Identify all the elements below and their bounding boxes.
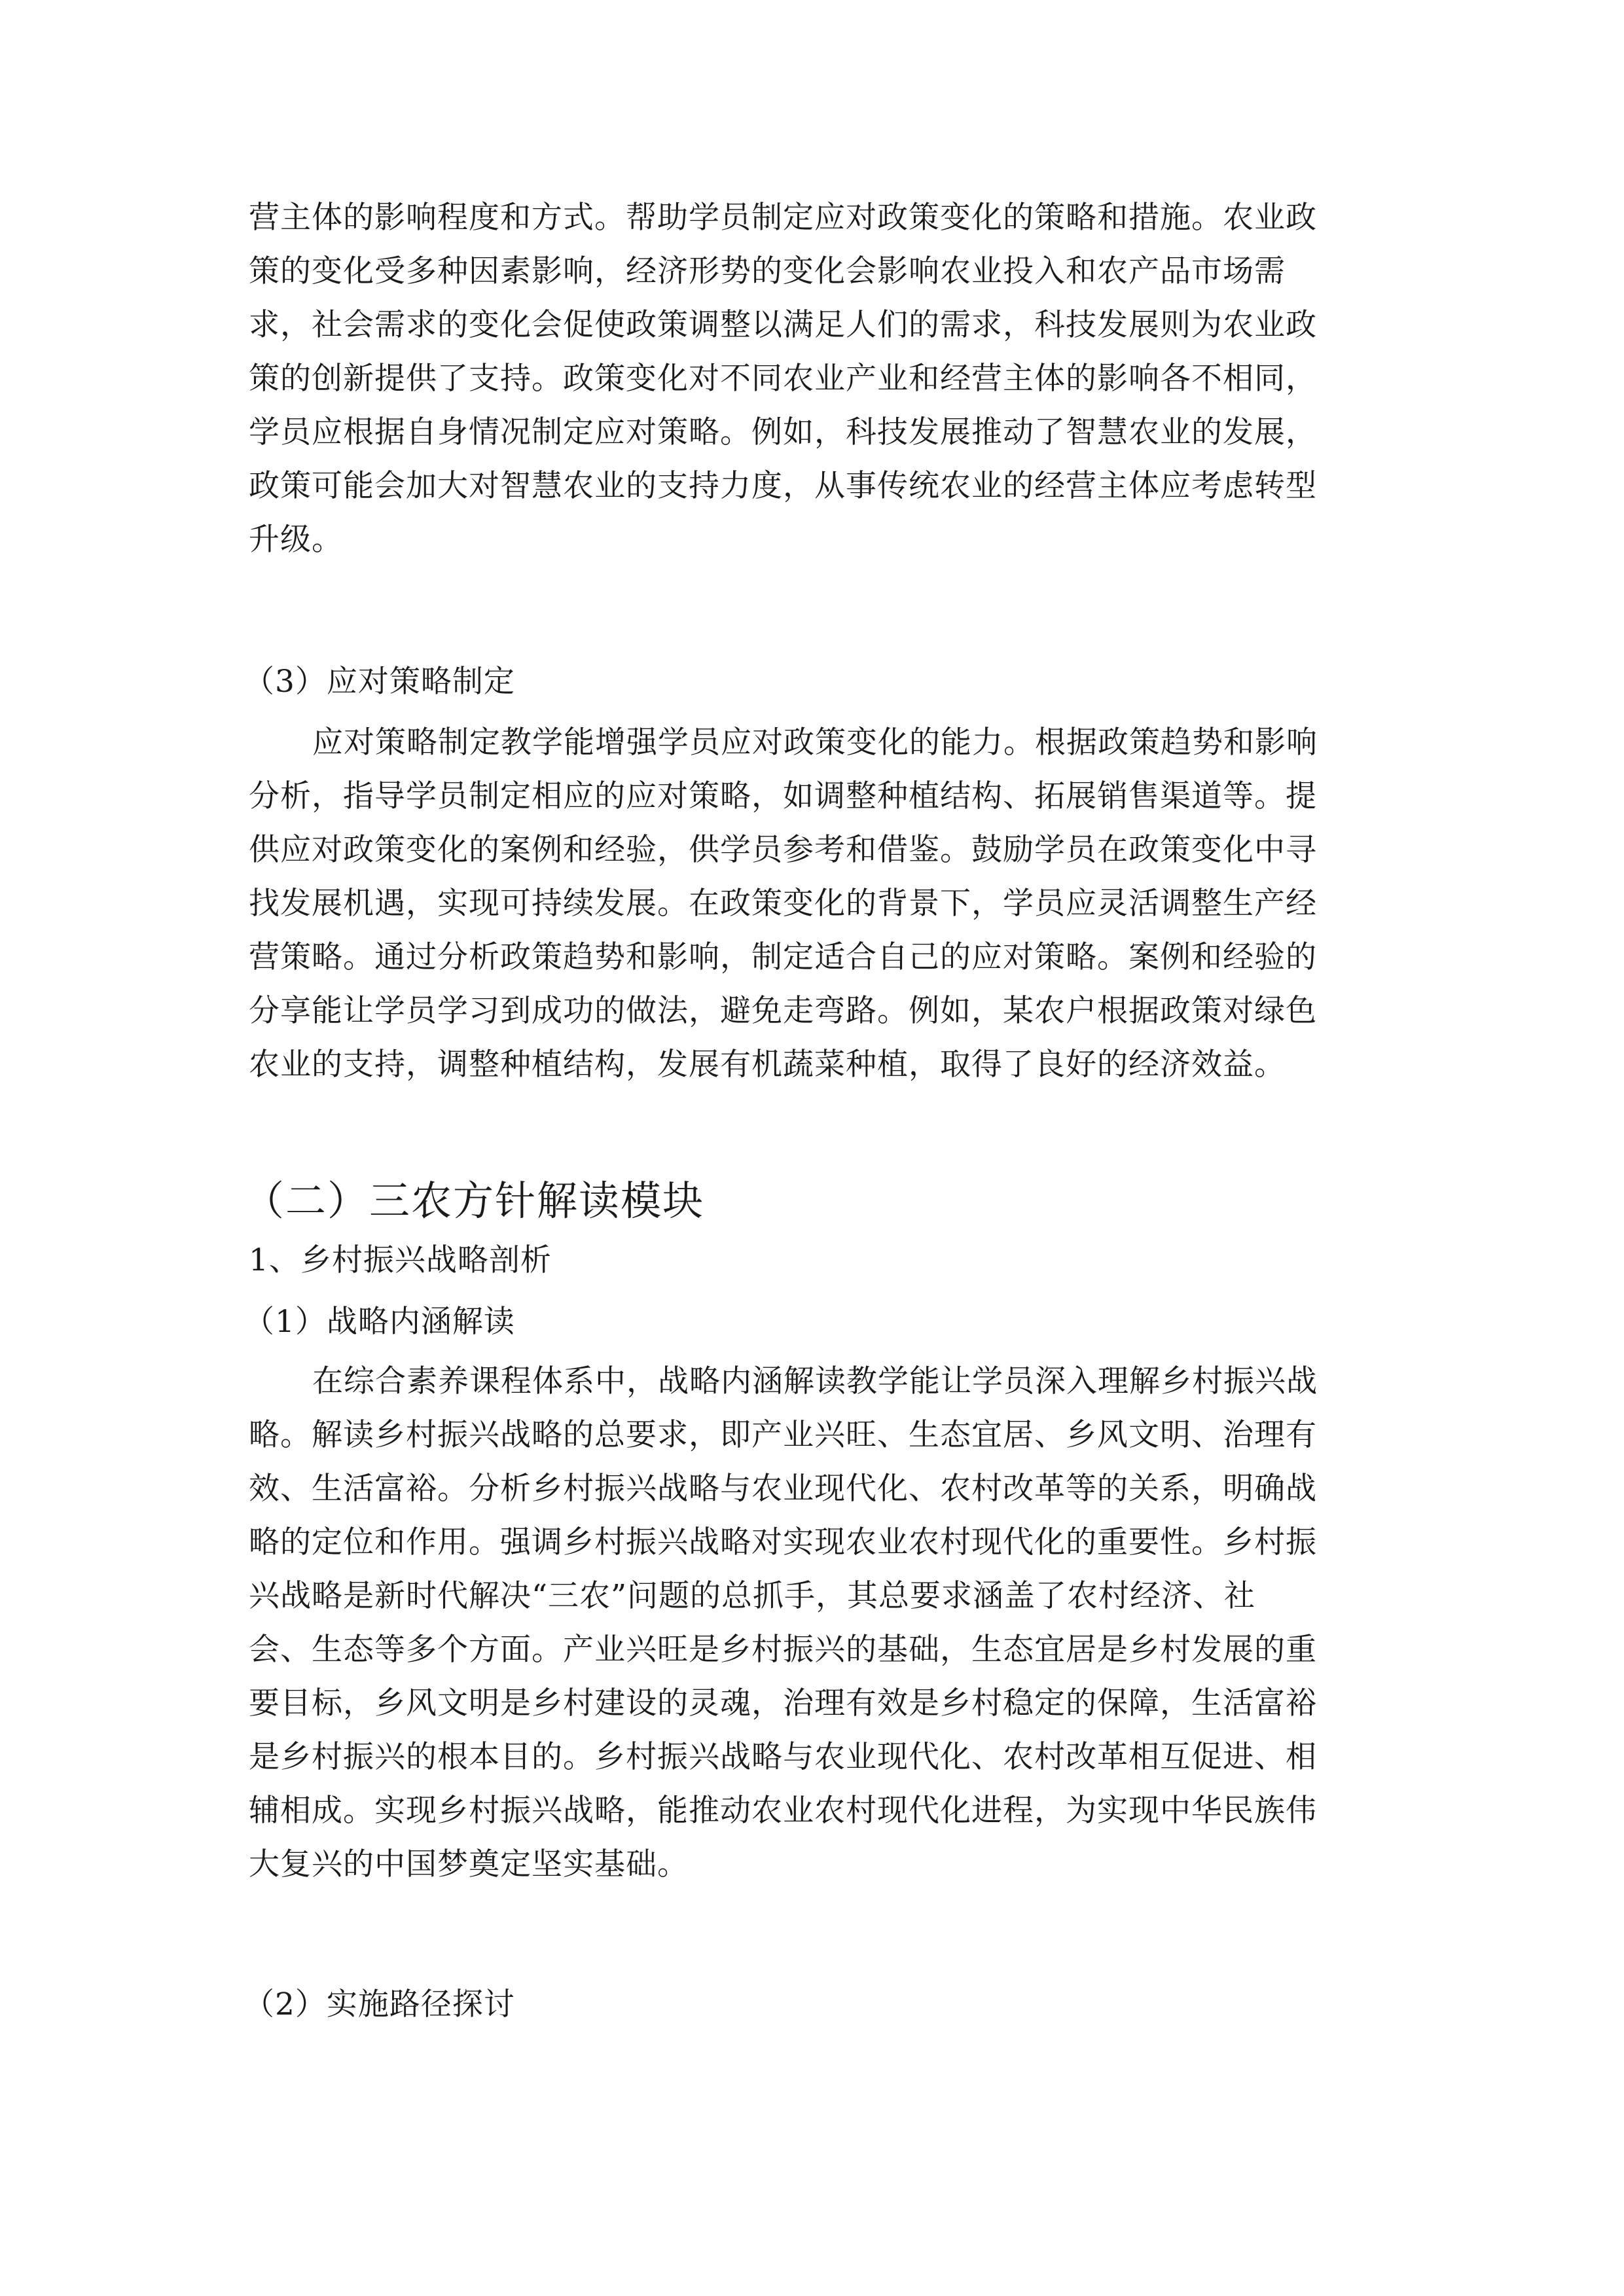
section-heading: （3）应对策略制定 (244, 664, 515, 700)
paragraph-line: 是乡村振兴的根本目的。乡村振兴战略与农业现代化、农村改革相互促进、相 (249, 1739, 1317, 1775)
paragraph-line: 升级。 (249, 522, 343, 558)
paragraph-line: 营策略。通过分析政策趋势和影响，制定适合自己的应对策略。案例和经验的 (249, 939, 1317, 975)
paragraph-line: 供应对政策变化的案例和经验，供学员参考和借鉴。鼓励学员在政策变化中寻 (249, 832, 1317, 868)
paragraph-line: 分享能让学员学习到成功的做法，避免走弯路。例如，某农户根据政策对绿色 (249, 993, 1317, 1029)
subsection-heading: 1、乡村振兴战略剖析 (249, 1242, 552, 1278)
paragraph-line: 会、生态等多个方面。产业兴旺是乡村振兴的基础，生态宜居是乡村发展的重 (249, 1632, 1317, 1668)
paragraph-line: 分析，指导学员制定相应的应对策略，如调整种植结构、拓展销售渠道等。提 (249, 778, 1317, 814)
paragraph-line: 效、生活富裕。分析乡村振兴战略与农业现代化、农村改革等的关系，明确战 (249, 1471, 1317, 1507)
paragraph-line: 在综合素养课程体系中，战略内涵解读教学能让学员深入理解乡村振兴战 (312, 1363, 1318, 1399)
paragraph-line: 农业的支持，调整种植结构，发展有机蔬菜种植，取得了良好的经济效益。 (249, 1047, 1286, 1083)
paragraph-line: 策的创新提供了支持。政策变化对不同农业产业和经营主体的影响各不相同， (249, 361, 1317, 397)
module-heading: （二）三农方针解读模块 (244, 1177, 705, 1225)
paragraph-line: 兴战略是新时代解决“三农”问题的总抓手，其总要求涵盖了农村经济、社 (249, 1578, 1256, 1614)
paragraph-line: 略的定位和作用。强调乡村振兴战略对实现农业农村现代化的重要性。乡村振 (249, 1524, 1317, 1560)
paragraph-line: 应对策略制定教学能增强学员应对政策变化的能力。根据政策趋势和影响 (312, 725, 1318, 761)
item-heading: （2）实施路径探讨 (244, 1986, 515, 2022)
paragraph-line: 求，社会需求的变化会促使政策调整以满足人们的需求，科技发展则为农业政 (249, 307, 1317, 343)
paragraph-line: 要目标，乡风文明是乡村建设的灵魂，治理有效是乡村稳定的保障，生活富裕 (249, 1685, 1317, 1721)
paragraph-line: 学员应根据自身情况制定应对策略。例如，科技发展推动了智慧农业的发展， (249, 414, 1317, 450)
paragraph-line: 略。解读乡村振兴战略的总要求，即产业兴旺、生态宜居、乡风文明、治理有 (249, 1417, 1317, 1453)
paragraph-line: 辅相成。实现乡村振兴战略，能推动农业农村现代化进程，为实现中华民族伟 (249, 1793, 1317, 1829)
item-heading: （1）战略内涵解读 (244, 1304, 515, 1340)
paragraph-line: 大复兴的中国梦奠定坚实基础。 (249, 1846, 689, 1882)
paragraph-line: 策的变化受多种因素影响，经济形势的变化会影响农业投入和农产品市场需 (249, 253, 1286, 289)
paragraph-line: 营主体的影响程度和方式。帮助学员制定应对政策变化的策略和措施。农业政 (249, 200, 1317, 236)
paragraph-line: 找发展机遇，实现可持续发展。在政策变化的背景下，学员应灵活调整生产经 (249, 886, 1317, 922)
paragraph-line: 政策可能会加大对智慧农业的支持力度，从事传统农业的经营主体应考虑转型 (249, 468, 1317, 504)
